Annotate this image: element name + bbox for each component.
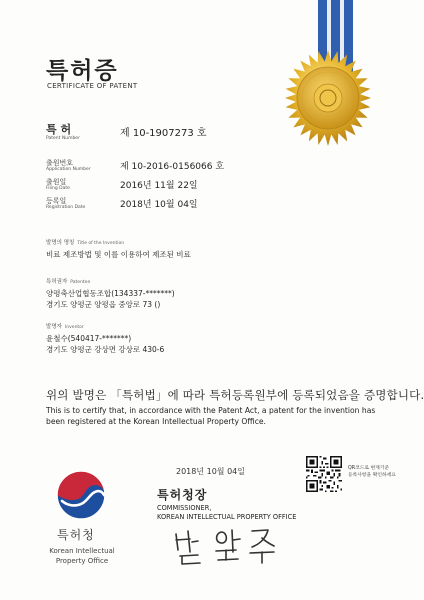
registration-date-value: 2018년 10월 04일: [120, 200, 198, 210]
certification-statement-en: This is to certify that, in accordance with the Patent Act, a patent for the invention has been registered at the Korean Intellectual Property Office.: [46, 406, 376, 426]
qr-code-icon[interactable]: [306, 456, 342, 492]
certificate-subtitle: CERTIFICATE OF PATENT: [47, 82, 138, 90]
kipo-logo-icon: [54, 468, 108, 522]
signature-icon: [170, 522, 290, 568]
qr-note: QR코드로 현재기준 등록사항을 확인하세요: [348, 466, 396, 478]
application-number-label: 출원번호 Application Number: [46, 159, 91, 172]
inventor-address: 경기도 양평군 강상면 강상로 430-6: [46, 345, 165, 354]
commissioner-title-en: COMMISSIONER, KOREAN INTELLECTUAL PROPERTY OFFICE: [157, 504, 297, 521]
patentee-name: 양평축산업협동조합(134337-*******): [46, 289, 175, 298]
gold-seal-icon: [278, 48, 378, 148]
patentee-address: 경기도 양평군 양평읍 중앙로 73 (): [46, 300, 161, 309]
filing-date-label: 출원일 Filing Date: [46, 178, 70, 191]
commissioner-title-ko: 특허청장: [157, 488, 208, 502]
inventor-label: 발명자 Inventor: [46, 324, 84, 330]
registration-date-label: 등록일 Registration Date: [46, 197, 86, 210]
certification-statement-ko: 위의 발명은 「특허법」에 따라 특허등록원부에 등록되었음을 증명합니다.: [46, 388, 424, 402]
office-name-en: Korean Intellectual Property Office: [49, 547, 115, 565]
filing-date-value: 2016년 11월 22일: [120, 181, 198, 191]
certificate-title: 특허증: [46, 58, 119, 84]
office-name-ko: 특허청: [57, 528, 95, 542]
inventor-name: 윤철수(540417-*******): [46, 334, 132, 343]
invention-title-value: 비료 제조방법 및 이를 이용하여 제조된 비료: [46, 250, 191, 259]
application-number-value: 제 10-2016-0156066 호: [120, 162, 225, 172]
invention-title-label: 발명의 명칭 Title of the Invention: [46, 240, 125, 246]
patent-number-value: 제 10-1907273 호: [120, 128, 207, 139]
issue-date: 2018년 10월 04일: [176, 467, 245, 476]
patent-number-label: 특 허 Patent Number: [46, 123, 80, 141]
patentee-label: 특허권자 Patentee: [46, 279, 91, 285]
